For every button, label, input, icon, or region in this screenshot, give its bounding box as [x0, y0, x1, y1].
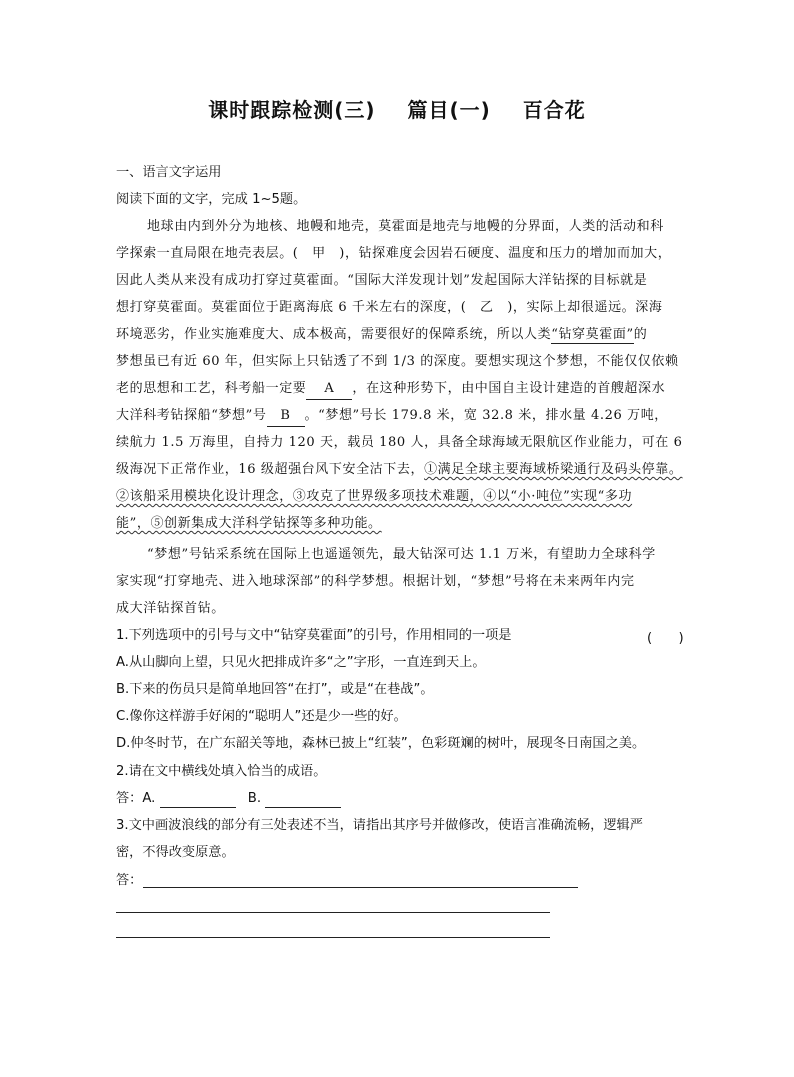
passage-line-10	[116, 461, 682, 479]
instruction: 阅读下面的文字，完成 1~5题。	[116, 192, 307, 207]
question-1-answer-paren: ( )	[647, 631, 684, 646]
title-part-1: 课时跟踪检测(三)	[208, 98, 376, 122]
passage-line-5	[116, 326, 647, 344]
passage2-line-2: 家实现“打穿地壳、进入地球深部”的科学梦想。根据计划，“梦想”号将在未来两年内完	[116, 574, 635, 589]
title-part-3: 百合花	[522, 98, 586, 122]
page-title	[0, 94, 794, 123]
answer-line-1[interactable]	[143, 887, 578, 888]
passage-line-7-b: ，在这种形势下，由中国自主设计建造的首艘超深水	[352, 381, 666, 396]
passage2-line-1: “梦想”号钻采系统在国际上也遥遥领先，最大钻深可达 1.1 万米，有望助力全球科学	[147, 547, 656, 562]
passage-line-8-b: 。“梦想”号长 179.8 米，宽 32.8 米，排水量 4.26 万吨，	[304, 408, 668, 423]
question-2-b-label: B.	[247, 791, 262, 806]
passage2-line-3: 成大洋钻探首钻。	[116, 601, 225, 616]
wavy-underlined-text-1: ①满足全球主要海域桥梁通行及码头停靠。	[424, 462, 683, 477]
question-2-stem: 2.请在文中横线处填入恰当的成语。	[116, 764, 327, 779]
blank-b: B	[267, 407, 305, 427]
passage-line-2: 学探索一直局限在地壳表层。( 甲 )，钻探难度会因岩石硬度、温度和压力的增加而加大，	[116, 246, 672, 261]
question-1-option-b: B.下来的伤员只是简单地回答“在打”，或是“在巷战”。	[116, 682, 434, 697]
answer-blank-b[interactable]	[265, 793, 341, 808]
question-1-option-c: C.像你这样游手好闲的“聪明人”还是少一些的好。	[116, 709, 407, 724]
passage-line-3: 因此人类从来没有成功打穿过莫霍面。“国际大洋发现计划”发起国际大洋钻探的目标就是	[116, 273, 648, 288]
passage-line-1: 地球由内到外分为地核、地幔和地壳，莫霍面是地壳与地幔的分界面，人类的活动和科	[147, 219, 664, 234]
question-1-stem: 1.下列选项中的引号与文中“钻穿莫霍面”的引号，作用相同的一项是	[116, 628, 512, 643]
wavy-underlined-text-3: 能”，⑤创新集成大洋科学钻探等多种功能。	[116, 516, 382, 531]
passage-line-9: 续航力 1.5 万海里，自持力 120 天，载员 180 人，具备全球海域无限航区作业能力，可在 6	[116, 435, 683, 450]
blank-a: A	[306, 380, 352, 400]
answer-line-3[interactable]	[116, 937, 550, 938]
passage-line-8	[116, 407, 668, 427]
passage-line-4: 想打穿莫霍面。莫霍面位于距离海底 6 千米左右的深度，( 乙 )，实际上却很遥远。深海	[116, 300, 663, 315]
passage-line-5-b: 的	[633, 327, 648, 342]
passage-line-8-a: 大洋科考钻探船“梦想”号	[116, 408, 267, 423]
title-part-2: 篇目(一)	[407, 98, 491, 122]
question-1-option-d: D.仲冬时节，在广东韶关等地，森林已披上“红装”，色彩斑斓的树叶，展现冬日南国之美。	[116, 736, 646, 751]
passage-line-5-a: 环境恶劣，作业实施难度大、成本极高，需要很好的保障系统，所以人类	[116, 327, 552, 342]
question-3-answer-label: 答：	[116, 873, 143, 888]
section-heading: 一、语言文字运用	[116, 165, 222, 180]
question-3-stem-line-2: 密，不得改变原意。	[116, 845, 235, 860]
passage-line-6: 梦想虽已有近 60 年，但实际上只钻透了不到 1/3 的深度。要想实现这个梦想，不能仅仅依赖	[116, 354, 679, 369]
question-2-answer	[116, 790, 341, 808]
answer-line-2[interactable]	[116, 912, 550, 913]
quoted-phrase-underlined: “钻穿莫霍面”	[551, 327, 634, 342]
question-1-option-a: A.从山脚向上望，只见火把排成许多“之”字形，一直连到天上。	[116, 655, 486, 670]
question-2-answer-label: 答：A.	[116, 791, 156, 806]
question-3-stem-line-1: 3.文中画波浪线的部分有三处表述不当，请指出其序号并做修改，使语言准确流畅，逻辑严	[116, 818, 643, 833]
passage-line-10-a: 级海况下正常作业，16 级超强台风下安全沽下去，	[116, 462, 425, 477]
passage-line-7	[116, 380, 665, 400]
answer-blank-a[interactable]	[160, 793, 236, 808]
wavy-underlined-text-2: ②该船采用模块化设计理念，③攻克了世界级多项技术难题，④以“小·吨位”实现“多功	[116, 489, 633, 504]
passage-line-7-a: 老的思想和工艺，科考船一定要	[116, 381, 307, 396]
